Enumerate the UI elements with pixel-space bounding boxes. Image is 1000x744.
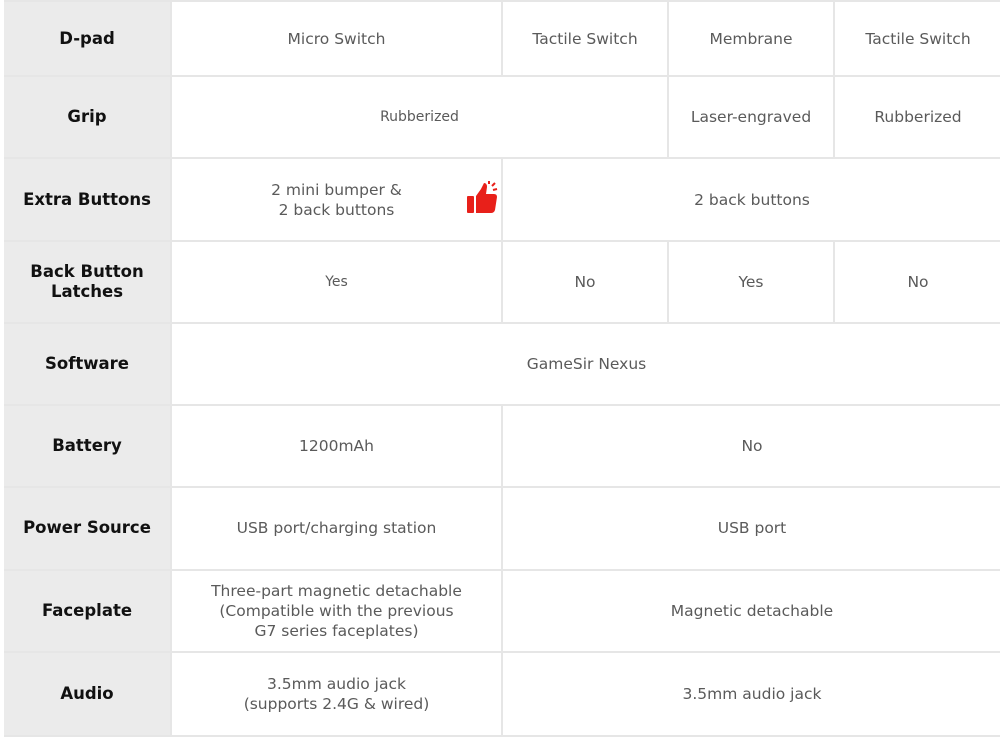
table-row-back-button-latches: [2, 241, 1000, 323]
row-label-extra-buttons: Extra Buttons: [2, 158, 171, 240]
cell-dpad-3: Membrane: [668, 1, 834, 76]
cell-latches-3: Yes: [668, 241, 834, 323]
cell-battery-1: 1200mAh: [171, 405, 502, 487]
table-row-power-source: [2, 487, 1000, 569]
table-row-grip: [2, 76, 1000, 158]
cell-power-1: USB port/charging station: [171, 487, 502, 569]
row-label-faceplate: Faceplate: [2, 570, 171, 652]
row-label-power-source: Power Source: [2, 487, 171, 569]
cell-faceplate-2-4: Magnetic detachable: [502, 570, 1000, 652]
cell-extra-buttons-1-text: 2 mini bumper & 2 back buttons: [271, 180, 402, 219]
cell-extra-buttons-1: [171, 158, 502, 240]
cell-grip-4: Rubberized: [834, 76, 1000, 158]
cell-dpad-2: Tactile Switch: [502, 1, 668, 76]
thumbs-up-icon: [466, 181, 498, 215]
table-row-software: [2, 323, 1000, 405]
cell-grip-3: Laser-engraved: [668, 76, 834, 158]
cell-faceplate-1: Three-part magnetic detachable (Compatible with the previous G7 series faceplates): [171, 570, 502, 652]
row-label-dpad: D-pad: [2, 1, 171, 76]
table-row-audio: [2, 652, 1000, 736]
row-label-back-button-latches: Back Button Latches: [2, 241, 171, 323]
table-row-battery: [2, 405, 1000, 487]
row-label-software: Software: [2, 323, 171, 405]
cell-software-1-4: GameSir Nexus: [171, 323, 1000, 405]
cell-dpad-4: Tactile Switch: [834, 1, 1000, 76]
row-label-grip: Grip: [2, 76, 171, 158]
cell-audio-1: 3.5mm audio jack (supports 2.4G & wired): [171, 652, 502, 736]
row-label-audio: Audio: [2, 652, 171, 736]
row-label-battery: Battery: [2, 405, 171, 487]
table-row-extra-buttons: [2, 158, 1000, 240]
cell-extra-buttons-2-4: 2 back buttons: [502, 158, 1000, 240]
cell-audio-2-4: 3.5mm audio jack: [502, 652, 1000, 736]
cell-battery-2-4: No: [502, 405, 1000, 487]
cell-grip-1-2: Rubberized: [171, 76, 668, 158]
table-row-faceplate: [2, 570, 1000, 652]
cell-power-2-4: USB port: [502, 487, 1000, 569]
cell-dpad-1: Micro Switch: [171, 1, 502, 76]
cell-latches-4: No: [834, 241, 1000, 323]
cell-latches-2: No: [502, 241, 668, 323]
cell-latches-1: Yes: [171, 241, 502, 323]
table-row-dpad: [2, 1, 1000, 76]
